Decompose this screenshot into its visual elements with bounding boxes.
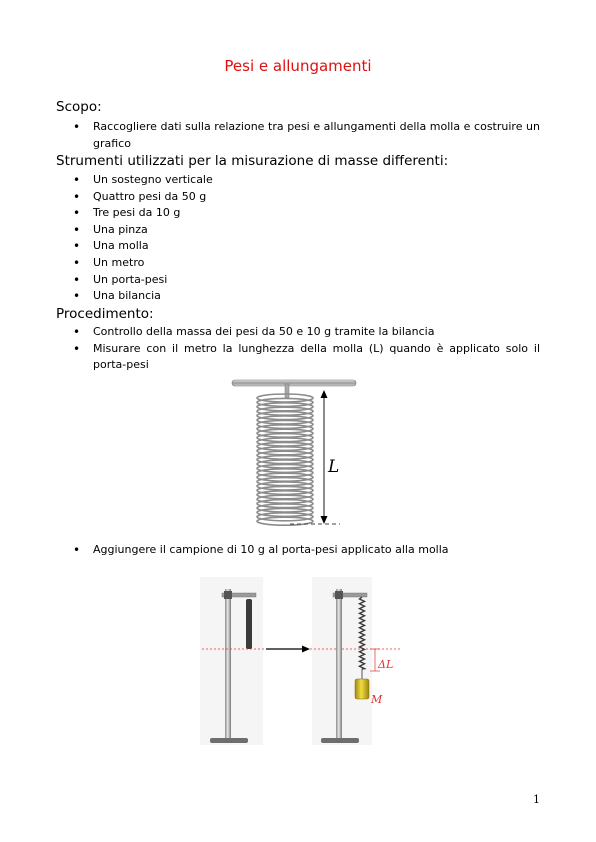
left-stand-base [210,738,248,743]
page-number: 1 [533,793,540,806]
left-clamp [224,591,232,599]
mass-label: M [371,693,383,706]
list-item: • Una pinza [56,222,540,239]
procedimento-list-continued [56,542,540,559]
list-item: • Quattro pesi da 50 g [56,189,540,206]
support-rod [232,380,356,386]
list-item: • Controllo della massa dei pesi da 50 e 10 g tramite la bilancia [56,324,540,341]
list-item: • Un metro [56,255,540,272]
strumenti-list [56,172,540,305]
left-panel-background [200,577,263,745]
arrow-head-top [321,390,328,398]
list-item: • Una bilancia [56,288,540,305]
spring-hook [285,384,289,398]
list-item: • Aggiungere il campione di 10 g al porta-pesi applicato alla molla [56,542,540,559]
scopo-list [56,119,540,152]
section-heading-scopo: Scopo: [56,99,102,115]
left-spring [246,599,252,649]
left-stand-pole [225,589,231,739]
transition-arrow-head [302,646,310,653]
mass-weight [355,679,369,699]
right-stand-base [321,738,359,743]
page-title: Pesi e allungamenti [224,57,372,75]
right-stand-pole [336,589,342,739]
spring-coils [257,394,313,525]
section-heading-strumenti: Strumenti utilizzati per la misurazione di masse differenti: [56,153,449,169]
list-item: • Raccogliere dati sulla relazione tra pesi e allungamenti della molla e costruire un grafico [56,119,540,152]
list-item: • Tre pesi da 10 g [56,205,540,222]
section-heading-procedimento: Procedimento: [56,306,154,322]
arrow-head-bottom [321,516,328,524]
list-item: • Un sostegno verticale [56,172,540,189]
spring-length-figure [230,376,360,528]
right-clamp [335,591,343,599]
list-item: • Una molla [56,238,540,255]
list-item: • Un porta-pesi [56,272,540,289]
spring-elongation-figure [200,577,400,745]
length-label: L [328,457,340,477]
procedimento-list [56,324,540,374]
delta-length-label: ΔL [378,658,394,671]
list-item: • Misurare con il metro la lunghezza della molla (L) quando è applicato solo il porta-pesi [56,341,540,374]
